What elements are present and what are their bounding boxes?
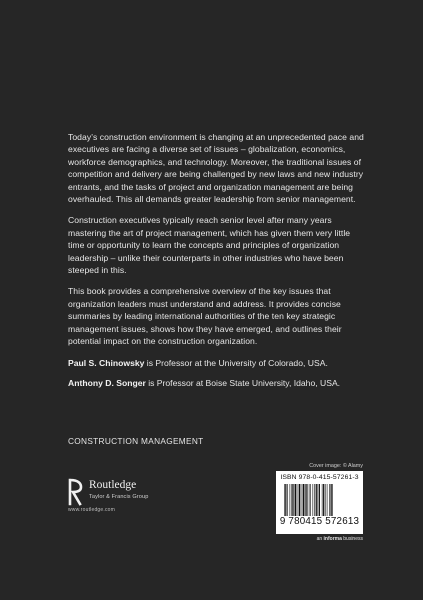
subject-category: CONSTRUCTION MANAGEMENT: [68, 436, 204, 446]
cover-image-credit: Cover image: © Alamy: [309, 463, 363, 469]
blurb-paragraph-1: Today’s construction environment is changing at an unprecedented pace and executives are facing a diverse set of issues – globalization, economics, workforce demographics, and technology. Moreover, the traditional issues of competition and delivery are being challenged by new laws and new industry entrants, and the tasks of project and organization management are being overhauled. This all demands greater leadership from senior management.: [68, 132, 364, 205]
publisher-group: Taylor & Francis Group: [89, 494, 149, 500]
author-name-2: Anthony D. Songer: [68, 377, 146, 388]
author-affiliation-2: is Professor at Boise State University, Idaho, USA.: [145, 377, 341, 388]
blurb: [68, 131, 368, 397]
author-bio-1: [68, 357, 368, 369]
author-affiliation-1: is Professor at the University of Colorado, USA.: [144, 357, 328, 368]
publisher-name: Routledge: [89, 479, 137, 491]
blurb-paragraph-2: Construction executives typically reach senior level after many years mastering the art of project management, which has given them very little time or opportunity to learn the concepts and principles of organization leadership – unlike their counterparts in other industries who have been steeped in this.: [68, 215, 351, 276]
author-name-1: Paul S. Chinowsky: [68, 357, 145, 368]
publisher-logo-block: [68, 474, 208, 524]
barcode-digits: 9 780415 572613: [279, 516, 360, 527]
isbn-barcode: [276, 471, 363, 534]
publisher-url[interactable]: www.routledge.com: [68, 507, 116, 513]
informa-suffix: business: [341, 536, 363, 542]
informa-name: informa: [323, 536, 342, 542]
blurb-paragraph-3: This book provides a comprehensive overview of the key issues that organization leaders must understand and address. It provides concise summaries by leading international authorities of the ten key strategic management issues, shows how they have emerged, and outlines their potential impact on the construction organization.: [68, 286, 342, 347]
isbn-number: ISBN 978-0-415-57261-3: [280, 474, 359, 481]
informa-prefix: an: [316, 536, 324, 542]
informa-business-tag: [298, 536, 363, 542]
author-bio-2: [68, 377, 368, 389]
routledge-r-logo-icon: [68, 478, 83, 506]
barcode-icon: [284, 484, 356, 516]
